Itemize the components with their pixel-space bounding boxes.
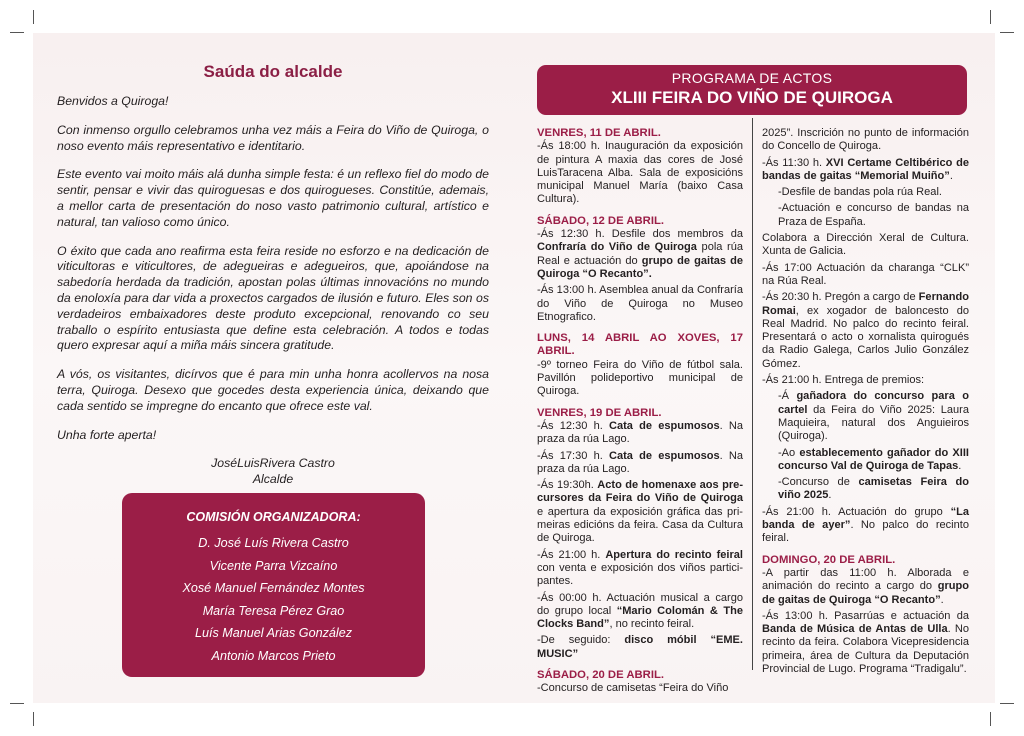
- programme-day-heading: SÁBADO, 20 DE ABRIL.: [537, 668, 665, 681]
- programme-highlight: Cata de espumosos: [609, 449, 720, 462]
- programme-text: -9º torneo Feira do Viño de fútbol sala. Pavillón polideportivo municipal de Quiroga.: [537, 358, 743, 398]
- programme-entry: [537, 634, 743, 661]
- programme-entry: [537, 450, 743, 477]
- greeting-paragraph: Benvidos a Quiroga!: [57, 94, 169, 108]
- programme-highlight: grupo de gaitas de Quiroga “O Recanto”.: [537, 254, 744, 280]
- programme-highlight: Apertura do recinto feiral: [605, 548, 743, 561]
- programme-entry: [537, 140, 743, 206]
- programme-text: -Ás 13:00 h. Pasarrúas e actuación da: [762, 609, 969, 622]
- programme-entry: [762, 506, 969, 546]
- programme-entry: [762, 262, 969, 289]
- programme-highlight: Acto de homenaxe aos pre-cursores da Feira do Viño de Quiroga: [537, 479, 743, 505]
- signature: [57, 456, 489, 488]
- programme-entry: [537, 228, 743, 281]
- programme-subentry: [762, 390, 969, 443]
- programme-entry: [762, 157, 969, 184]
- programme-text: -A partir das 11:00 h. Alborada e animación do recinto a cargo do: [762, 566, 969, 593]
- programme-text: da Feira do Viño 2025: Laura Maquieira, natural dos Anguieiros (Quiroga).: [778, 403, 969, 443]
- programme-highlight: “La banda de ayer”: [762, 505, 969, 532]
- programme-text: -Ás 21:00 h. Actuación do grupo: [762, 505, 951, 518]
- crop-mark: [10, 703, 24, 704]
- committee-box: [122, 493, 425, 677]
- greeting-paragraph: A vós, os visitantes, dicírvos que é para min unha honra acollervos na nosa terra, Quiroga. Desexo que gocedes desta experiencia única, deixando que cada sentido se impregne do encanto que ofrece este val.: [57, 367, 489, 413]
- programme-highlight: XVI Certame Celtibérico de bandas de gaitas “Memorial Muiño”: [762, 156, 969, 182]
- greeting-paragraph: Este evento vai moito máis alá dunha simple festa: é un reflexo fiel do modo de sentir, pensar e vivir das quiroguesas e dos quirogueses. Constitúe, ademais, a mellor carta de presentación do noso vasto patrimonio cultural, artístico e natural, tan valioso como único.: [57, 167, 490, 229]
- programme-text: , ex xogador de baloncesto do Real Madrid. No palco do recinto feiral. Presentará o acto o xornalista quirogués da Radio Galega, Carlos Julio González Gómez.: [762, 304, 969, 370]
- programme-entry: [762, 127, 969, 154]
- programme-subentry: [762, 447, 969, 474]
- committee-member: Antonio Marcos Prieto: [211, 648, 336, 663]
- programme-text: -Concurso de camisetas “Feira do Viño: [537, 682, 729, 695]
- programme-entry: [537, 420, 743, 447]
- crop-mark: [990, 10, 991, 24]
- programme-text: -Desfile de bandas pola rúa Real.: [778, 186, 942, 199]
- programme-day-heading: VENRES, 11 DE ABRIL.: [537, 127, 661, 139]
- programme-entry: [537, 549, 743, 589]
- programme-text: -Actuación e concurso de bandas na Praza de España.: [778, 202, 969, 228]
- programme-entry: [537, 682, 743, 695]
- programme-column-right: [762, 127, 969, 679]
- programme-text: , no recinto feiral.: [609, 618, 695, 631]
- greeting-section: [57, 62, 489, 488]
- programme-text: -Ás 18:00 h. Inauguración da exposición de pintura A maxia das cores de José LuisTaracena Alba. Sala de exposicións municipal Manuel María (baixo Casa Cultura).: [537, 140, 743, 206]
- programme-text: . Na praza da rúa Lago.: [537, 419, 743, 446]
- programme-entry: [537, 359, 743, 399]
- programme-highlight: camisetas Feira do viño 2025: [778, 476, 969, 502]
- programme-text: .: [828, 489, 832, 502]
- programme-text: -Ás 19:30h.: [537, 479, 598, 492]
- crop-mark: [1000, 32, 1014, 33]
- programme-text: -Ás 12:30 h. Desfile dos membros da: [537, 228, 743, 241]
- programme-entry: [537, 284, 743, 324]
- programme-highlight: disco móbil “EME. MUSIC”: [537, 634, 743, 660]
- programme-text: -Ao: [778, 446, 800, 459]
- programme-text: -Á: [778, 390, 797, 403]
- programme-entry: [762, 567, 969, 607]
- programme-header-line2: XLIII FEIRA DO VIÑO DE QUIROGA: [611, 88, 893, 107]
- programme-day-heading: SÁBADO, 12 DE ABRIL.: [537, 214, 665, 227]
- programme-entry: [537, 592, 743, 632]
- programme-text: . Na praza da rúa Lago.: [537, 449, 743, 475]
- programme-highlight: Banda de Música de Antas de Ulla: [762, 623, 948, 636]
- greeting-paragraph: O éxito que cada ano reafirma esta feira reside no esforzo e na dedicación de viticultoras e viticultores, de adegueiras e adegueiros, que, apoiándose na sabedoría herdada da tradición, apostan polas últimas innovacións no mundo da enoloxía para dar vida a proxectos cargados de ilusión e futuro. Eles son os verdadeiros embaixadores deste produto excepcional, renovando co seu traballo o espírito entusiasta que define esta celebración. A todos e todas quero expresar aquí a miña máis sincera gratitude.: [57, 243, 489, 353]
- programme-text: -Ás 20:30 h. Pregón a cargo de: [762, 291, 919, 304]
- programme-day-heading: VENRES, 19 DE ABRIL.: [537, 406, 662, 419]
- programme-entry: [537, 479, 743, 545]
- programme-text: -Ás 12:30 h.: [537, 419, 609, 432]
- programme-highlight: “Mario Colomán & The Clocks Band”: [537, 604, 743, 631]
- programme-subentry: [762, 186, 969, 199]
- committee-title: COMISIÓN ORGANIZADORA:: [186, 510, 361, 524]
- programme-text: con venta e exposición dos viños partici-pantes.: [537, 561, 743, 588]
- programme-text: -Ás 13:00 h. Asemblea anual da Confraría do Viño de Quiroga no Museo Etnografico.: [537, 284, 743, 323]
- programme-highlight: establecemento gañador do XIII concurso Val de Quiroga de Tapas: [778, 446, 969, 472]
- crop-mark: [1000, 703, 1014, 704]
- crop-mark: [33, 712, 34, 726]
- committee-member: Xosé Manuel Fernández Montes: [182, 581, 365, 596]
- programme-text: e apertura da exposición gráfica das pri-meiras edicións da feira. Casa da Cultura de Quiroga.: [537, 505, 743, 545]
- crop-mark: [33, 10, 34, 24]
- programme-text: Colabora a Dirección Xeral de Cultura. Xunta de Galicia.: [762, 232, 969, 258]
- programme-text: -Ás 17:30 h.: [537, 449, 609, 462]
- programme-day-heading: LUNS, 14 ABRIL AO XOVES, 17 ABRIL.: [537, 332, 743, 358]
- programme-text: -Ás 17:00 Actuación da charanga “CLK” na Rúa Real.: [762, 261, 969, 287]
- programme-highlight: grupo de gaitas de Quiroga “O Recanto”: [762, 580, 969, 606]
- programme-entry: [762, 610, 969, 676]
- committee-member: María Teresa Pérez Grao: [202, 603, 345, 618]
- column-divider: [752, 118, 753, 670]
- committee-member: Vicente Parra Vizcaíno: [209, 558, 338, 573]
- crop-mark: [10, 32, 24, 33]
- programme-text: -Ás 11:30 h.: [762, 156, 826, 169]
- greeting-title: Saúda do alcalde: [203, 62, 343, 81]
- programme-text: -Concurso de: [778, 476, 859, 489]
- programme-text: 2025”. Inscrición no punto de información do Concello de Quiroga.: [762, 127, 969, 153]
- programme-text: .: [940, 593, 944, 606]
- programme-text: . No palco do recinto feiral.: [762, 519, 969, 545]
- committee-member: D. José Luís Rivera Castro: [198, 536, 349, 550]
- programme-column-left: [537, 127, 743, 699]
- signature-role: Alcalde: [252, 472, 294, 487]
- crop-mark: [990, 712, 991, 726]
- signature-name: JoséLuisRivera Castro: [211, 456, 335, 471]
- programme-text: .: [949, 169, 953, 182]
- programme-text: -Ás 21:00 h. Entrega de premios:: [762, 374, 925, 387]
- programme-text: pola rúa Real e actuación do: [537, 241, 743, 267]
- greeting-paragraph: Con inmenso orgullo celebramos unha vez máis a Feira do Viño de Quiroga, o noso evento máis representativo e identitario.: [57, 122, 489, 153]
- programme-text: -De seguido:: [537, 634, 625, 647]
- programme-highlight: gañadora do concurso para o cartel: [778, 390, 969, 416]
- programme-highlight: Cata de espumosos: [609, 419, 720, 432]
- greeting-paragraph: Unha forte aperta!: [57, 427, 157, 442]
- programme-entry: [762, 232, 969, 259]
- programme-entry: [762, 291, 969, 371]
- programme-banner: [537, 65, 967, 115]
- programme-highlight: Fernando Romai: [762, 291, 969, 317]
- programme-subentry: [762, 476, 969, 503]
- programme-text: -Ás 00:00 h. Actuación musical a cargo do grupo local: [537, 591, 743, 617]
- programme-entry: [762, 374, 969, 387]
- programme-day-heading: DOMINGO, 20 DE ABRIL.: [762, 553, 896, 566]
- programme-text: .: [958, 459, 962, 472]
- programme-highlight: Confraría do Viño de Quiroga: [537, 241, 697, 254]
- programme-text: -Ás 21:00 h.: [537, 548, 606, 561]
- programme-header-line1: PROGRAMA DE ACTOS: [671, 70, 833, 86]
- programme-text: . No recinto da feira. Colabora Vicepresidencia primeira, área de Cultura da Deputación Provincial de Lugo. Programa “Tradigalu”.: [762, 623, 969, 675]
- committee-member: Luís Manuel Arias González: [194, 626, 353, 641]
- programme-subentry: [762, 202, 969, 229]
